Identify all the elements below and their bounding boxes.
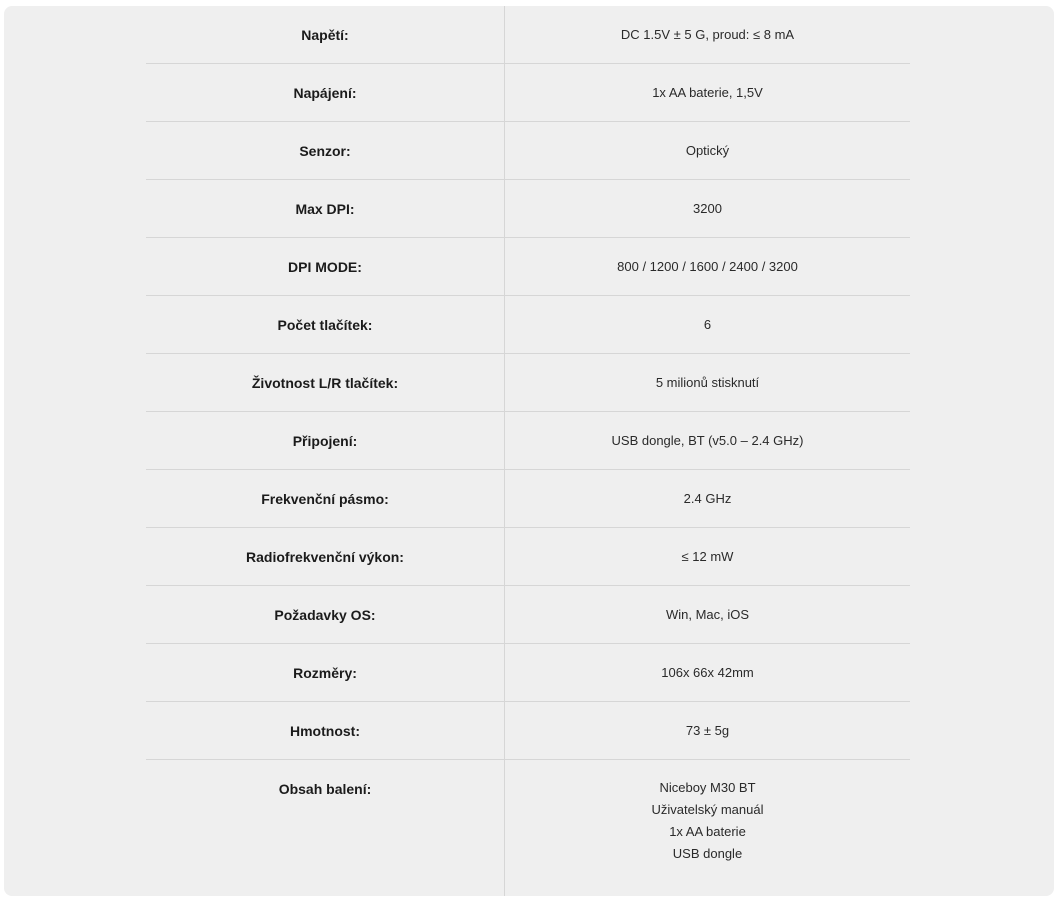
spec-label: Senzor:	[299, 143, 351, 159]
spec-row-frequency-band	[146, 470, 910, 528]
spec-label: Připojení:	[292, 433, 358, 449]
spec-label: DPI MODE:	[288, 259, 362, 275]
spec-value: 73 ± 5g	[685, 723, 730, 738]
package-item: Niceboy M30 BT	[659, 780, 756, 795]
spec-row-buttons	[146, 296, 910, 354]
spec-row-connection	[146, 412, 910, 470]
spec-value: USB dongle, BT (v5.0 – 2.4 GHz)	[611, 433, 804, 448]
spec-value: 5 milionů stisknutí	[655, 375, 760, 390]
spec-label: Rozměry:	[293, 665, 357, 681]
spec-value: 6	[703, 317, 712, 332]
spec-value: Win, Mac, iOS	[665, 607, 750, 622]
package-item: USB dongle	[672, 846, 743, 861]
spec-row-sensor	[146, 122, 910, 180]
spec-label: Napětí:	[301, 27, 349, 43]
spec-row-os-requirements	[146, 586, 910, 644]
spec-value: 106x 66x 42mm	[661, 665, 754, 680]
spec-label: Max DPI:	[295, 201, 355, 217]
spec-label: Napájení:	[293, 85, 357, 101]
spec-row-dimensions	[146, 644, 910, 702]
spec-value: 800 / 1200 / 1600 / 2400 / 3200	[617, 259, 798, 274]
spec-row-rf-power	[146, 528, 910, 586]
package-item: Uživatelský manuál	[651, 802, 764, 817]
spec-label: Frekvenční pásmo:	[261, 491, 389, 507]
spec-label: Počet tlačítek:	[277, 317, 373, 333]
spec-row-button-lifetime	[146, 354, 910, 412]
spec-panel	[4, 6, 1054, 896]
package-contents-list	[505, 777, 910, 865]
spec-row-max-dpi	[146, 180, 910, 238]
spec-row-weight	[146, 702, 910, 760]
package-item: 1x AA baterie	[669, 824, 746, 839]
spec-label: Obsah balení:	[278, 781, 372, 797]
spec-label: Radiofrekvenční výkon:	[246, 549, 404, 565]
spec-value: DC 1.5V ± 5 G, proud: ≤ 8 mA	[620, 27, 795, 42]
spec-value: 3200	[693, 201, 722, 216]
spec-row-power	[146, 64, 910, 122]
spec-value: Optický	[685, 143, 730, 158]
spec-value: 1x AA baterie, 1,5V	[652, 85, 763, 100]
spec-label: Hmotnost:	[290, 723, 360, 739]
spec-value: 2.4 GHz	[683, 491, 732, 506]
spec-row-package-contents	[146, 760, 910, 882]
spec-table	[146, 6, 910, 896]
spec-label: Životnost L/R tlačítek:	[251, 375, 399, 391]
spec-value: ≤ 12 mW	[681, 549, 734, 564]
spec-row-dpi-mode	[146, 238, 910, 296]
spec-row-voltage	[146, 6, 910, 64]
spec-label: Požadavky OS:	[274, 607, 376, 623]
